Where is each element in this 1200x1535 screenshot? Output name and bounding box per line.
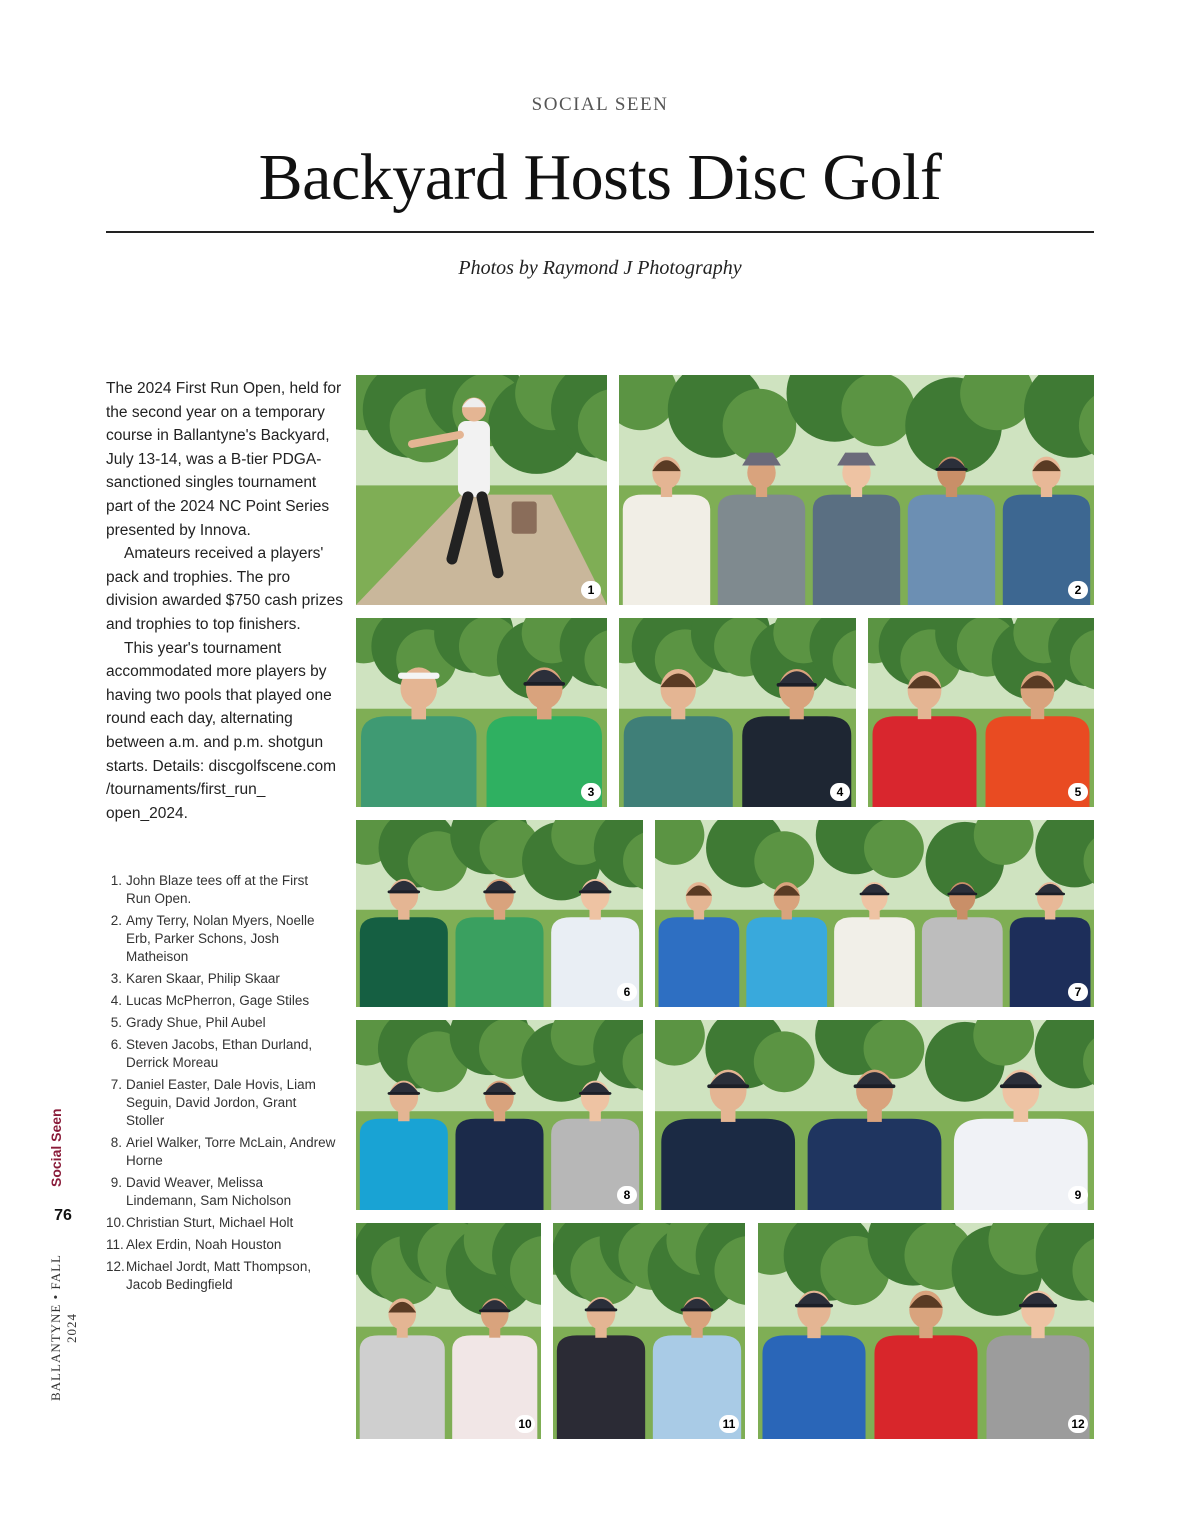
photo-number-badge: 12 xyxy=(1068,1415,1088,1433)
photo-number-badge: 9 xyxy=(1068,1186,1088,1204)
photo-illustration xyxy=(619,375,1094,605)
caption-text: Lucas McPherron, Gage Stiles xyxy=(126,993,310,1008)
caption-item xyxy=(106,992,336,1010)
photo-number-badge: 4 xyxy=(830,783,850,801)
caption-text: Steven Jacobs, Ethan Durland, Derrick Moreau xyxy=(126,1037,313,1070)
caption-number: 9. xyxy=(110,1175,122,1190)
photo-credit: Photos by Raymond J Photography xyxy=(458,257,742,279)
photo-illustration xyxy=(655,1020,1094,1210)
photo-illustration xyxy=(356,375,607,605)
photo-number-badge: 1 xyxy=(581,581,601,599)
caption-item xyxy=(106,1236,336,1254)
photo xyxy=(758,1223,1094,1439)
photo-number-badge: 8 xyxy=(617,1186,637,1204)
page-number: 76 xyxy=(54,1207,72,1224)
photo-illustration xyxy=(356,618,607,807)
caption-text: David Weaver, Melissa Lindemann, Sam Nicholson xyxy=(126,1175,292,1208)
photo xyxy=(619,375,1094,605)
caption-text: John Blaze tees off at the First Run Open. xyxy=(126,873,309,906)
photo-number-badge: 6 xyxy=(617,983,637,1001)
article-paragraph: This year's tournament accommodated more players by having two pools that played one round each day, alternating between a.m. and p.m. shotgun starts. Details: discgolfscene.com /tournaments/first_run_ open_2024. xyxy=(106,639,337,822)
photo xyxy=(655,1020,1094,1210)
caption-item xyxy=(106,872,336,908)
caption-item xyxy=(106,1076,336,1130)
photo xyxy=(356,820,643,1007)
photo xyxy=(868,618,1094,807)
caption-number: 2. xyxy=(110,913,122,928)
photo-illustration xyxy=(356,1020,643,1210)
photo xyxy=(356,375,607,605)
caption-number: 1. xyxy=(110,873,122,888)
running-foot: BALLANTYNE • FALL 2024 xyxy=(48,1254,79,1402)
photo-number-badge: 11 xyxy=(719,1415,739,1433)
caption-number: 10. xyxy=(106,1215,125,1230)
article-body xyxy=(106,377,346,825)
photo-number-badge: 2 xyxy=(1068,581,1088,599)
photo xyxy=(553,1223,745,1439)
section-kicker: SOCIAL SEEN xyxy=(531,94,669,115)
photo xyxy=(356,1223,541,1439)
caption-item xyxy=(106,1014,336,1032)
photo-illustration xyxy=(868,618,1094,807)
caption-text: Amy Terry, Nolan Myers, Noelle Erb, Parker Schons, Josh Matheison xyxy=(126,913,315,964)
article-paragraph: The 2024 First Run Open, held for the second year on a temporary course in Ballantyne's Backyard, July 13-14, was a B-tier PDGA-sanctioned singles tournament part of the 2024 NC Point Series presented by Innova. xyxy=(106,380,342,539)
photo-number-badge: 10 xyxy=(515,1415,535,1433)
caption-item xyxy=(106,1134,336,1170)
photo xyxy=(356,1020,643,1210)
photo-illustration xyxy=(356,820,643,1007)
section-label: Social Seen xyxy=(48,1108,64,1187)
photo-illustration xyxy=(356,1223,541,1439)
caption-item xyxy=(106,1036,336,1072)
caption-text: Christian Sturt, Michael Holt xyxy=(126,1215,294,1230)
photo xyxy=(356,618,607,807)
caption-number: 8. xyxy=(110,1135,122,1150)
photo xyxy=(655,820,1094,1007)
photo-illustration xyxy=(655,820,1094,1007)
photo-illustration xyxy=(619,618,856,807)
page-sidebar xyxy=(48,1100,78,1430)
caption-text: Ariel Walker, Torre McLain, Andrew Horne xyxy=(126,1135,336,1168)
photo-number-badge: 3 xyxy=(581,783,601,801)
photo-number-badge: 7 xyxy=(1068,983,1088,1001)
photo-number-badge: 5 xyxy=(1068,783,1088,801)
caption-number: 6. xyxy=(110,1037,122,1052)
caption-number: 11. xyxy=(106,1237,124,1252)
caption-number: 7. xyxy=(110,1077,122,1092)
photo-illustration xyxy=(758,1223,1094,1439)
caption-text: Michael Jordt, Matt Thompson, Jacob Bedingfield xyxy=(126,1259,312,1292)
photo xyxy=(619,618,856,807)
caption-item xyxy=(106,912,336,966)
caption-list xyxy=(106,872,336,1298)
caption-number: 5. xyxy=(110,1015,122,1030)
page-title: Backyard Hosts Disc Golf xyxy=(258,141,942,214)
article-paragraph: Amateurs received a players' pack and trophies. The pro division awarded $750 cash prizes and trophies to top finishers. xyxy=(106,545,343,633)
caption-item xyxy=(106,1174,336,1210)
title-rule xyxy=(106,231,1094,233)
caption-number: 3. xyxy=(110,971,122,986)
caption-number: 12. xyxy=(106,1259,125,1274)
caption-text: Daniel Easter, Dale Hovis, Liam Seguin, David Jordon, Grant Stoller xyxy=(126,1077,316,1128)
caption-item xyxy=(106,1214,336,1232)
caption-text: Alex Erdin, Noah Houston xyxy=(126,1237,282,1252)
caption-item xyxy=(106,1258,336,1294)
caption-text: Karen Skaar, Philip Skaar xyxy=(126,971,280,986)
caption-text: Grady Shue, Phil Aubel xyxy=(126,1015,266,1030)
photo-illustration xyxy=(553,1223,745,1439)
caption-number: 4. xyxy=(110,993,122,1008)
caption-item xyxy=(106,970,336,988)
